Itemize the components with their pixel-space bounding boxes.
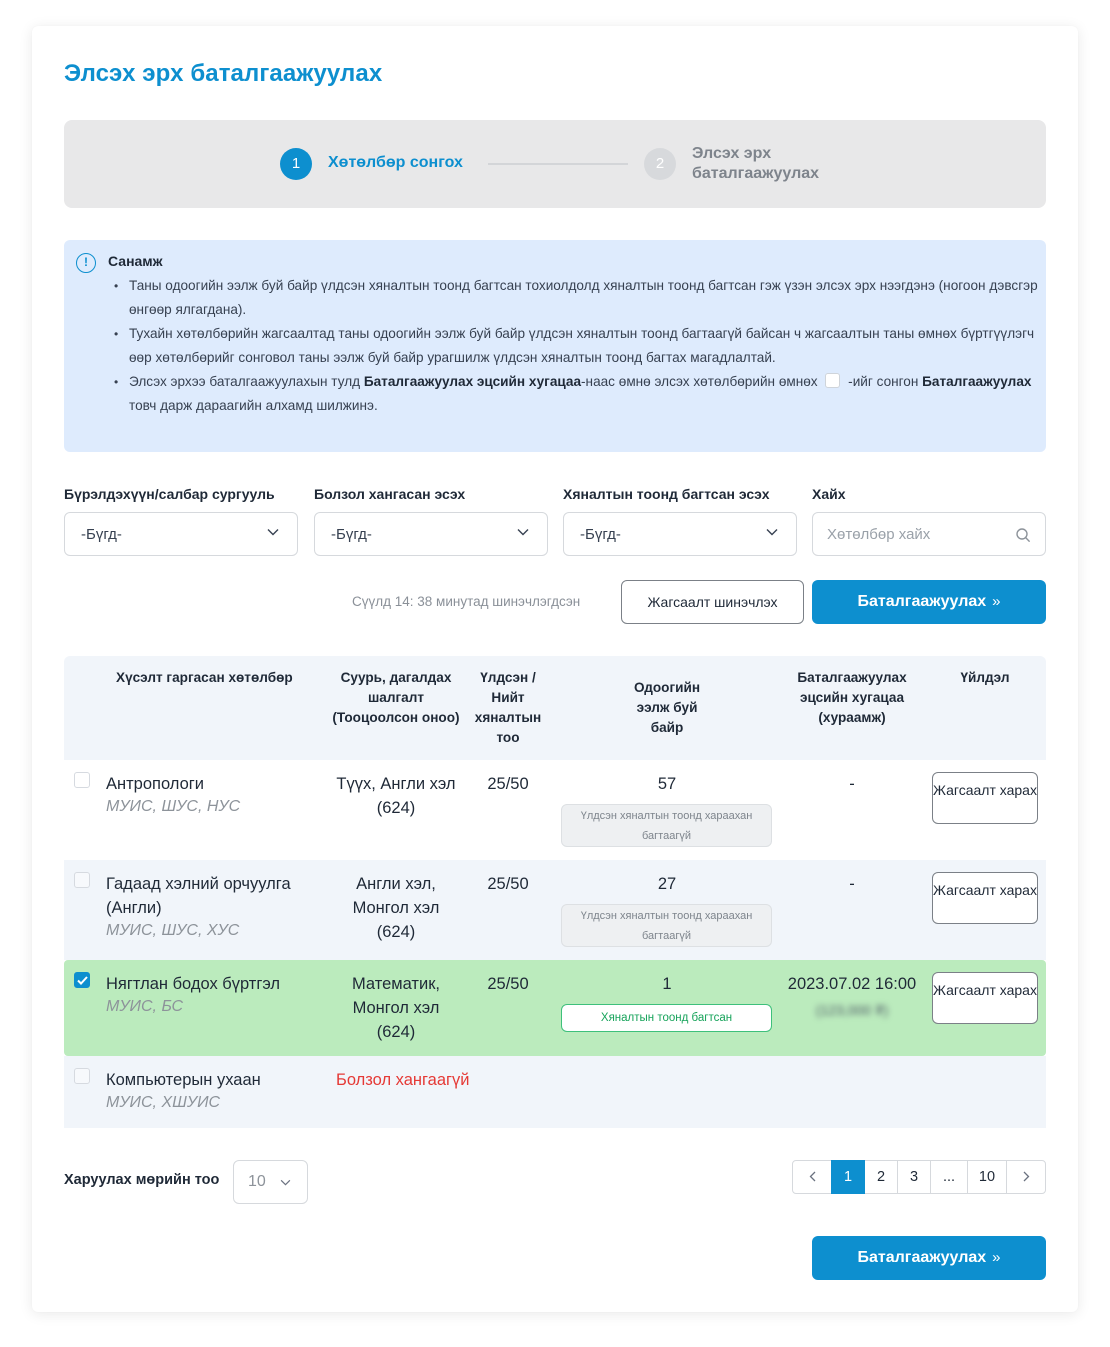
- header-action: Үйлдэл: [960, 670, 1010, 685]
- step-1-number: 1: [280, 148, 312, 180]
- program-exams: Англи хэл, Монгол хэл (624): [352, 875, 440, 941]
- step-connector: [488, 163, 628, 165]
- fee-amount: (123,000 ₮): [815, 1002, 889, 1018]
- confirm-button-label: Баталгаажуулах: [857, 1249, 987, 1266]
- step-1-label: Хөтөлбөр сонгох: [328, 154, 463, 171]
- refresh-list-button[interactable]: Жагсаалт шинэчлэх: [621, 580, 804, 624]
- chevron-right-icon: [1023, 1171, 1030, 1182]
- header-exams: Суурь, дагалдах шалгалт (Тооцоолсон оноо): [332, 670, 460, 725]
- row-checkbox-checked[interactable]: [74, 972, 90, 988]
- school-select-value: -Бүгд-: [81, 526, 122, 543]
- checkbox-icon: [825, 373, 840, 388]
- program-exams: Түүх, Англи хэл (624): [336, 775, 456, 817]
- page-button-3[interactable]: 3: [897, 1160, 931, 1194]
- header-ratio: Үлдсэн / Нийт хяналтын тоо: [474, 670, 542, 745]
- chevron-down-icon: [267, 528, 279, 536]
- program-name: Антропологи: [106, 775, 205, 793]
- double-chevron-right-icon: »: [992, 1249, 1001, 1266]
- eligibility-status: Болзол хангаагүй: [336, 1071, 470, 1089]
- search-input[interactable]: [827, 523, 1007, 545]
- header-deadline: Баталгаажуулах эцсийн хугацаа (хураамж): [797, 670, 907, 725]
- step-2-number: 2: [644, 148, 676, 180]
- rows-per-page-value: 10: [248, 1173, 266, 1190]
- table-row-selected: [64, 960, 1046, 1056]
- quota-ratio: 25/50: [487, 975, 529, 993]
- deadline-value: -: [849, 775, 855, 793]
- program-schools: МУИС, БС: [106, 998, 184, 1015]
- quota-select-value: -Бүгд-: [580, 526, 621, 543]
- status-badge: Үлдсэн хяналтын тоонд хараахан багтаагүй: [561, 904, 772, 947]
- chevron-down-icon: [766, 528, 778, 536]
- eligibility-select[interactable]: [314, 512, 548, 556]
- notice-list: [114, 274, 1039, 418]
- search-label: Хайх: [812, 486, 846, 502]
- confirm-button-bottom[interactable]: [812, 1236, 1046, 1280]
- main-card: [32, 26, 1078, 1312]
- confirm-button-top[interactable]: [812, 580, 1046, 624]
- chevron-left-icon: [809, 1171, 816, 1182]
- confirm-button-label: Баталгаажуулах: [857, 593, 987, 610]
- program-name: Компьютерын ухаан: [106, 1071, 261, 1089]
- deadline-value: 2023.07.02 16:00: [787, 975, 917, 993]
- program-name: Гадаад хэлний орчуулга (Англи): [106, 875, 291, 917]
- current-position: 57: [657, 775, 677, 793]
- program-schools: МУИС, ХШУИС: [106, 1094, 221, 1111]
- chevron-down-icon: [280, 1179, 291, 1186]
- header-program: Хүсэлт гаргасан хөтөлбөр: [116, 670, 293, 685]
- notice-item: • Тухайн хөтөлбөрийн жагсаалтад таны одоогийн ээлж буй байр үлдсэн хяналтын тоонд багтаагүй байсан ч жагсаалтын таны өмнөх бүртгүүлэгч өөр хөтөлбөрийг сонговол таны ээлж буй байр урагшилж үлдсэн хяналтын тоонд багтах магадлалтай.: [114, 322, 1039, 370]
- current-position: 27: [657, 875, 677, 893]
- view-list-button[interactable]: Жагсаалт харах: [932, 772, 1038, 824]
- current-position: 1: [662, 975, 672, 993]
- status-badge: Хяналтын тоонд багтсан: [561, 1004, 772, 1032]
- notice-title: Санамж: [108, 253, 163, 269]
- page-button-1[interactable]: 1: [831, 1160, 865, 1194]
- quota-ratio: 25/50: [487, 775, 529, 793]
- page-button-2[interactable]: 2: [864, 1160, 898, 1194]
- table-row: [64, 760, 1046, 860]
- info-icon: !: [76, 253, 96, 273]
- notice-item: • Таны одоогийн ээлж буй байр үлдсэн хяналтын тоонд багтсан тохиолдолд хяналтын тоонд багтсан гэж үзэн элсэх эрх нээгдэнэ (ногоон дэвсгэр өнгөөр ялгагдана).: [114, 274, 1039, 322]
- page-ellipsis[interactable]: ...: [930, 1160, 968, 1194]
- row-checkbox[interactable]: [74, 1068, 90, 1084]
- search-icon[interactable]: [1015, 527, 1031, 543]
- program-schools: МУИС, ШУС, ХУС: [106, 922, 240, 939]
- status-badge: Үлдсэн хяналтын тоонд хараахан багтаагүй: [561, 804, 772, 847]
- quota-select[interactable]: [563, 512, 797, 556]
- header-position: Одоогийн ээлж буй байр: [633, 680, 701, 735]
- row-checkbox[interactable]: [74, 772, 90, 788]
- view-list-button[interactable]: Жагсаалт харах: [932, 872, 1038, 924]
- step-2-label: Элсэх эрх баталгаажуулах: [692, 145, 820, 182]
- table-row: [64, 860, 1046, 960]
- search-box: [812, 512, 1046, 556]
- school-select[interactable]: [64, 512, 298, 556]
- table-header: [64, 656, 1046, 760]
- page-title: Элсэх эрх баталгаажуулах: [64, 60, 383, 87]
- check-icon: [77, 976, 88, 985]
- double-chevron-right-icon: »: [992, 593, 1001, 610]
- prev-page-button[interactable]: [792, 1160, 832, 1194]
- rows-per-page-select[interactable]: [233, 1160, 308, 1204]
- last-updated-text: Сүүлд 14: 38 минутад шинэчлэгдсэн: [352, 594, 581, 609]
- eligibility-select-value: -Бүгд-: [331, 526, 372, 543]
- program-exams: Математик, Монгол хэл (624): [351, 975, 441, 1041]
- notice-box: [64, 240, 1046, 452]
- row-checkbox[interactable]: [74, 872, 90, 888]
- table-row: [64, 1056, 1046, 1128]
- stepper: [64, 120, 1046, 208]
- pagination: [792, 1160, 1046, 1194]
- program-name: Нягтлан бодох бүртгэл: [106, 975, 281, 993]
- notice-item: • Элсэх эрхээ баталгаажуулахын тулд Баталгаажуулах эцсийн хугацаа-наас өмнө элсэх хөтөлбөрийн өмнөх -ийг сонгон Баталгаажуулах товч дарж дараагийн алхамд шилжинэ.: [114, 370, 1039, 418]
- eligibility-filter-label: Болзол хангасан эсэх: [314, 486, 466, 502]
- page-button-10[interactable]: 10: [967, 1160, 1007, 1194]
- next-page-button[interactable]: [1006, 1160, 1046, 1194]
- quota-ratio: 25/50: [487, 875, 529, 893]
- deadline-value: -: [849, 875, 855, 893]
- view-list-button[interactable]: Жагсаалт харах: [932, 972, 1038, 1024]
- program-schools: МУИС, ШУС, НУС: [106, 798, 241, 815]
- quota-filter-label: Хяналтын тоонд багтсан эсэх: [563, 486, 770, 502]
- chevron-down-icon: [517, 528, 529, 536]
- school-filter-label: Бүрэлдэхүүн/салбар сургууль: [64, 486, 275, 502]
- rows-per-page-label: Харуулах мөрийн тоо: [64, 1172, 220, 1188]
